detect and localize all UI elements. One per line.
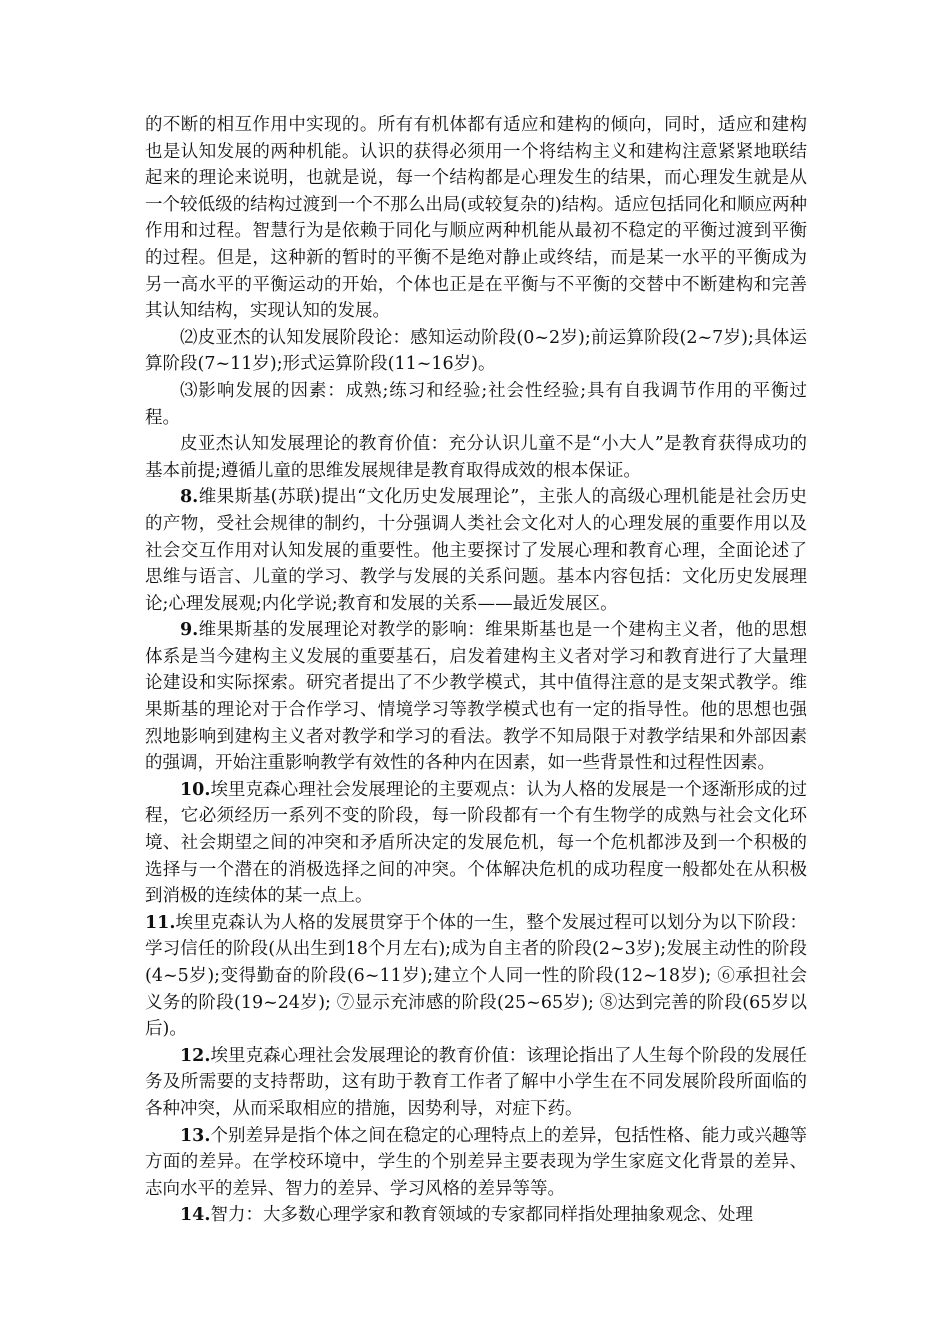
- paragraph-text: 维果斯基(苏联)提出“文化历史发展理论”，主张人的高级心理机能是社会历史的产物，受社会规律的制约，十分强调人类社会文化对人的心理发展的重要作用以及社会交互作用对认知发展的重要性。他主要探讨了发展心理和教育心理，全面论述了思维与语言、儿童的学习、教学与发展的关系问题。基本内容包括：文化历史发展理论;心理发展观;内化学说;教育和发展的关系——最近发展区。: [145, 487, 807, 614]
- paragraph-text: 埃里克森认为人格的发展贯穿于个体的一生，整个发展过程可以划分为以下阶段：学习信任的阶段(从出生到18个月左右);成为自主者的阶段(2~3岁);发展主动性的阶段(4~5岁);变得勤奋的阶段(6~11岁);建立个人同一性的阶段(12~18岁); ⑥承担社会义务的阶段(19~24岁); ⑦显示充沛感的阶段(25~65岁); ⑧达到完善的阶段(65岁以后)。: [145, 912, 807, 1040]
- paragraph-text: 皮亚杰认知发展理论的教育价值：充分认识儿童不是“小大人”是教育获得成功的基本前提;遵循儿童的思维发展规律是教育取得成效的根本保证。: [145, 434, 807, 481]
- item-number: 13.: [180, 1125, 211, 1146]
- item-number: 10.: [180, 779, 211, 800]
- item-number: 14.: [180, 1205, 211, 1226]
- paragraph-factors: [145, 378, 807, 431]
- item-number: 9.: [180, 620, 199, 641]
- paragraph-item-12: [145, 1043, 807, 1123]
- paragraph-text: 埃里克森心理社会发展理论的教育价值：该理论指出了人生每个阶段的发展任务及所需要的支持帮助，这有助于教育工作者了解中小学生在不同发展阶段所面临的各种冲突，从而采取相应的措施，因势利导，对症下药。: [145, 1045, 807, 1119]
- paragraph-piaget-value: [145, 431, 807, 484]
- paragraph-text: 维果斯基的发展理论对教学的影响：维果斯基也是一个建构主义者，他的思想体系是当今建构主义发展的重要基石，启发着建构主义者对学习和教育进行了大量理论建设和实际探索。研究者提出了不少教学模式，其中值得注意的是支架式教学。维果斯基的理论对于合作学习、情境学习等教学模式也有一定的指导性。他的思想也强烈地影响到建构主义者对教学和学习的看法。教学不知局限于对教学结果和外部因素的强调，开始注重影响教学有效性的各种内在因素，如一些背景性和过程性因素。: [145, 620, 807, 774]
- paragraph-text: 埃里克森心理社会发展理论的主要观点：认为人格的发展是一个逐渐形成的过程，它必须经历一系列不变的阶段，每一阶段都有一个有生物学的成熟与社会文化环境、社会期望之间的冲突和矛盾所决定的发展危机，每一个危机都涉及到一个积极的选择与一个潜在的消极选择之间的冲突。个体解决危机的成功程度一般都处在从积极到消极的连续体的某一点上。: [145, 779, 807, 907]
- paragraph-item-8: [145, 484, 807, 617]
- paragraph-item-11: [145, 910, 807, 1043]
- paragraph-item-14: [145, 1202, 807, 1229]
- item-number: 11.: [145, 912, 176, 933]
- paragraph-text: 个别差异是指个体之间在稳定的心理特点上的差异，包括性格、能力或兴趣等方面的差异。在学校环境中，学生的个别差异主要表现为学生家庭文化背景的差异、志向水平的差异、智力的差异、学习风格的差异等等。: [145, 1125, 807, 1199]
- paragraph-item-9: [145, 617, 807, 777]
- paragraph-text: 的不断的相互作用中实现的。所有有机体都有适应和建构的倾向，同时，适应和建构也是认知发展的两种机能。认识的获得必须用一个将结构主义和建构注意紧紧地联结起来的理论来说明，也就是说，每一个结构都是心理发生的结果，而心理发生就是从一个较低级的结构过渡到一个不那么出局(或较复杂的)结构。适应包括同化和顺应两种作用和过程。智慧行为是依赖于同化与顺应两种机能从最初不稳定的平衡过渡到平衡的过程。但是，这种新的暂时的平衡不是绝对静止或终结，而是某一水平的平衡成为另一高水平的平衡运动的开始，个体也正是在平衡与不平衡的交替中不断建构和完善其认知结构，实现认知的发展。: [145, 115, 807, 322]
- item-number: 8.: [180, 487, 199, 508]
- paragraph-item-13: [145, 1123, 807, 1203]
- item-number: 12.: [180, 1045, 211, 1066]
- paragraph-piaget-stages: [145, 325, 807, 378]
- paragraph-text: 智力：大多数心理学家和教育领域的专家都同样指处理抽象观念、处理: [210, 1205, 753, 1226]
- paragraph-text: ⑶影响发展的因素：成熟;练习和经验;社会性经验;具有自我调节作用的平衡过程。: [145, 380, 807, 428]
- paragraph-text: ⑵皮亚杰的认知发展阶段论：感知运动阶段(0~2岁);前运算阶段(2~7岁);具体运算阶段(7~11岁);形式运算阶段(11~16岁)。: [145, 327, 807, 375]
- paragraph-adaptation: [145, 112, 807, 325]
- document-page: [145, 112, 807, 1229]
- paragraph-item-10: [145, 777, 807, 910]
